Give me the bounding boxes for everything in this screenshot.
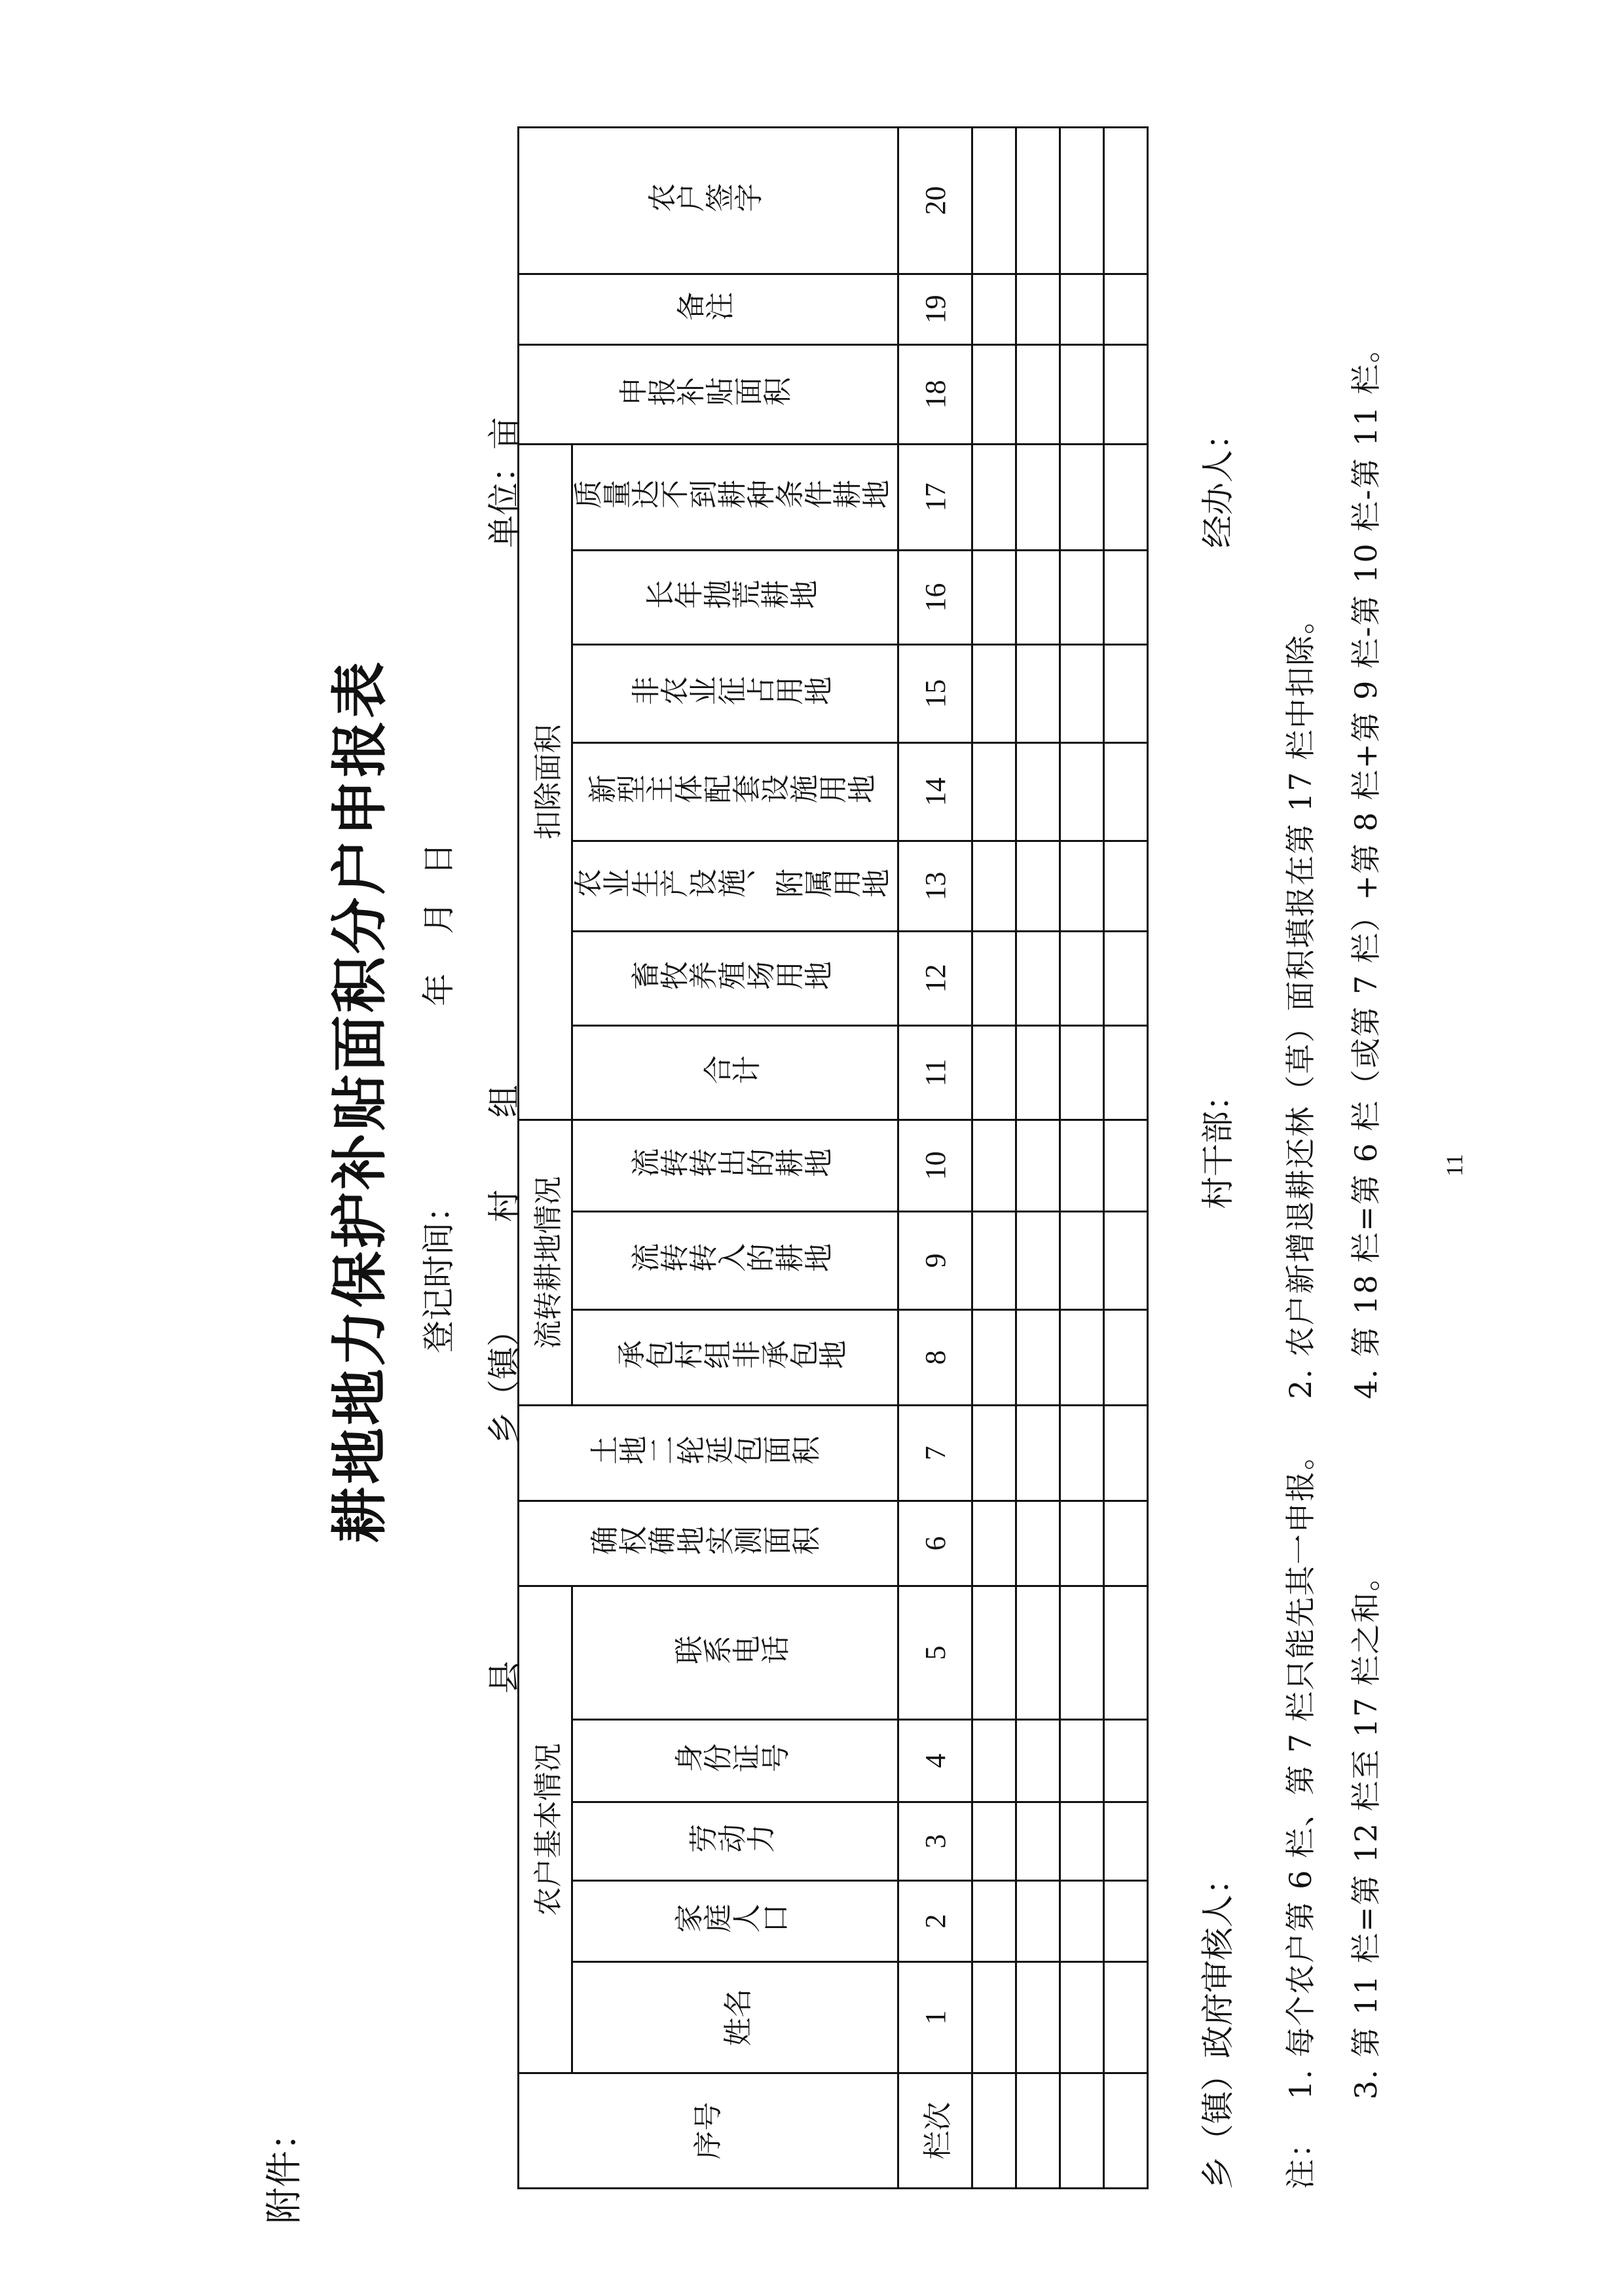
col-nonagri-text: 非农业征占用地 <box>631 676 832 710</box>
blank-cell[interactable] <box>1016 1586 1060 1719</box>
blank-cell[interactable] <box>1104 1501 1148 1586</box>
blank-cell[interactable] <box>1016 1501 1060 1586</box>
col-abandoned-text: 长年抛荒耕地 <box>645 580 818 614</box>
blank-cell[interactable] <box>1104 931 1148 1025</box>
col-livestock-text: 畜牧养殖场用地 <box>631 961 832 995</box>
blank-cell[interactable] <box>1060 1120 1104 1211</box>
township-label: 乡（镇） <box>485 1314 523 1445</box>
col-number: 1 <box>898 1962 972 2073</box>
blank-cell[interactable] <box>1016 1025 1060 1120</box>
blank-cell[interactable] <box>972 550 1016 644</box>
blank-cell[interactable] <box>1016 1211 1060 1309</box>
blank-cell[interactable] <box>972 742 1016 841</box>
col-quality-text: 质量达不到耕种条件耕地 <box>573 480 890 514</box>
seq-header: 序号 <box>519 2073 898 2189</box>
column-number-row <box>898 127 972 2188</box>
blank-cell[interactable] <box>972 1211 1016 1309</box>
registration-year-label: 年 <box>420 974 458 1006</box>
page-title: 耕地地力保护补贴面积分户申报表 <box>327 659 393 1543</box>
col-number: 14 <box>898 742 972 841</box>
col-confirmed-header <box>519 1501 898 1586</box>
col-contract-header <box>572 1309 898 1405</box>
blank-cell[interactable] <box>1060 1962 1104 2073</box>
col-number: 13 <box>898 841 972 931</box>
blank-cell[interactable] <box>972 1802 1016 1881</box>
col-contract-text: 承包村组非承包地 <box>616 1340 847 1374</box>
col-apply-header <box>519 344 898 444</box>
col-number: 20 <box>898 127 972 274</box>
col-livestock-header <box>572 931 898 1025</box>
county-label: 县 <box>485 1661 523 1694</box>
blank-cell[interactable] <box>1060 1586 1104 1719</box>
col-nonagri-header <box>572 644 898 742</box>
col-apply-text: 申报补贴面积 <box>618 377 791 411</box>
blank-cell[interactable] <box>1060 444 1104 550</box>
blank-cell[interactable] <box>1060 1881 1104 1962</box>
blank-cell[interactable] <box>972 644 1016 742</box>
blank-cell[interactable] <box>1016 344 1060 444</box>
subsidy-application-table <box>517 126 1149 2189</box>
blank-cell[interactable] <box>1104 1025 1148 1120</box>
blank-cell[interactable] <box>1060 2073 1104 2189</box>
col-new-entity-header <box>572 742 898 841</box>
col-labor-header <box>572 1802 898 1881</box>
blank-cell[interactable] <box>1104 742 1148 841</box>
blank-cell[interactable] <box>1060 550 1104 644</box>
note-2: 2. 农户新增退耕还林（草）面积填报在第 17 栏中扣除。 <box>1283 602 1318 1399</box>
blank-cell[interactable] <box>1016 2073 1060 2189</box>
blank-cell[interactable] <box>1060 1501 1104 1586</box>
col-number: 19 <box>898 274 972 344</box>
col-name-header: 姓名 <box>572 1962 898 2073</box>
blank-cell[interactable] <box>1104 1120 1148 1211</box>
blank-cell[interactable] <box>972 1881 1016 1962</box>
blank-cell[interactable] <box>1104 444 1148 550</box>
blank-cell[interactable] <box>1060 274 1104 344</box>
col-quality-header <box>572 444 898 550</box>
blank-cell[interactable] <box>1016 1309 1060 1405</box>
col-labor-text: 劳动力 <box>688 1825 775 1858</box>
col-number: 16 <box>898 550 972 644</box>
registration-month-label: 月 <box>420 902 458 934</box>
registration-day-label: 日 <box>420 843 458 875</box>
blank-cell[interactable] <box>972 344 1016 444</box>
col-number: 4 <box>898 1720 972 1802</box>
blank-cell[interactable] <box>972 1309 1016 1405</box>
blank-cell[interactable] <box>1104 841 1148 931</box>
blank-cell[interactable] <box>1060 1211 1104 1309</box>
blank-cell[interactable] <box>972 841 1016 931</box>
col-phone-header <box>572 1586 898 1719</box>
table-row <box>1104 127 1148 2188</box>
blank-cell[interactable] <box>1016 1962 1060 2073</box>
col-number: 3 <box>898 1802 972 1881</box>
blank-cell[interactable] <box>1104 550 1148 644</box>
blank-cell[interactable] <box>972 1405 1016 1501</box>
col-second-round-text: 土地二轮延包面积 <box>589 1436 820 1470</box>
blank-cell[interactable] <box>1060 344 1104 444</box>
table-row <box>1016 127 1060 2188</box>
blank-cell[interactable] <box>1016 841 1060 931</box>
col-number: 17 <box>898 444 972 550</box>
col-family-text: 家庭人口 <box>674 1904 789 1938</box>
blank-cell[interactable] <box>1016 274 1060 344</box>
blank-cell[interactable] <box>972 127 1016 274</box>
unit-label: 单位：亩 <box>485 417 523 548</box>
blank-cell[interactable] <box>972 444 1016 550</box>
blank-cell[interactable] <box>972 931 1016 1025</box>
group-basic-header: 农户基本情况 <box>519 1586 572 2073</box>
blank-cell[interactable] <box>1016 1720 1060 1802</box>
note-1: 1. 每个农户第 6 栏、第 7 栏只能先其一申报。 <box>1283 1438 1318 2100</box>
blank-cell[interactable] <box>1104 1405 1148 1501</box>
blank-cell[interactable] <box>1104 1962 1148 2073</box>
blank-cell[interactable] <box>1104 1720 1148 1802</box>
blank-cell[interactable] <box>1016 644 1060 742</box>
blank-cell[interactable] <box>972 1501 1016 1586</box>
blank-cell[interactable] <box>1060 931 1104 1025</box>
blank-cell[interactable] <box>1060 1405 1104 1501</box>
village-label: 村 <box>485 1190 523 1222</box>
blank-cell[interactable] <box>1016 127 1060 274</box>
blank-cell[interactable] <box>1060 1720 1104 1802</box>
blank-cell[interactable] <box>1060 1802 1104 1881</box>
group-deduct-header: 扣除面积 <box>519 444 572 1120</box>
col-id-text: 身份证号 <box>674 1744 789 1777</box>
col-abandoned-header <box>572 550 898 644</box>
blank-cell[interactable] <box>972 1025 1016 1120</box>
group-label: 组 <box>485 1085 523 1118</box>
col-signature-text: 农户签字 <box>647 183 762 217</box>
blank-cell[interactable] <box>1104 1211 1148 1309</box>
col-number: 10 <box>898 1120 972 1211</box>
blank-cell[interactable] <box>1104 274 1148 344</box>
blank-cell[interactable] <box>1016 550 1060 644</box>
blank-cell[interactable] <box>972 1120 1016 1211</box>
blank-cell[interactable] <box>1104 644 1148 742</box>
blank-cell[interactable] <box>1016 742 1060 841</box>
blank-cell[interactable] <box>1016 1881 1060 1962</box>
col-remark-header <box>519 274 898 344</box>
handler-label: 经办人： <box>1199 417 1237 548</box>
col-total-text: 合计 <box>703 1055 760 1089</box>
col-number: 6 <box>898 1501 972 1586</box>
row-label-cell: 栏次 <box>898 2073 972 2189</box>
col-in-header <box>572 1211 898 1309</box>
blank-cell[interactable] <box>972 1962 1016 2073</box>
col-id-header <box>572 1720 898 1802</box>
col-agri-facility-header <box>572 841 898 931</box>
blank-cell[interactable] <box>972 274 1016 344</box>
col-phone-text: 联系电话 <box>674 1635 789 1669</box>
col-number: 9 <box>898 1211 972 1309</box>
blank-cell[interactable] <box>1104 2073 1148 2189</box>
col-number: 8 <box>898 1309 972 1405</box>
note-3: 3. 第 11 栏=第 12 栏至 17 栏之和。 <box>1348 1559 1384 2100</box>
page-number: 11 <box>1441 1154 1467 1176</box>
blank-cell[interactable] <box>1104 344 1148 444</box>
col-number: 12 <box>898 931 972 1025</box>
col-number: 15 <box>898 644 972 742</box>
township-reviewer-label: 乡（镇）政府审核人： <box>1199 1862 1237 2189</box>
blank-cell[interactable] <box>1104 1309 1148 1405</box>
col-family-header <box>572 1881 898 1962</box>
group-transfer-header: 流转耕地情况 <box>519 1120 572 1405</box>
blank-cell[interactable] <box>972 2073 1016 2189</box>
col-number: 7 <box>898 1405 972 1501</box>
blank-cell[interactable] <box>1104 127 1148 274</box>
blank-cell[interactable] <box>1016 1405 1060 1501</box>
note-4: 4. 第 18 栏=第 6 栏（或第 7 栏）+第 8 栏+第 9 栏-第 10 栏-第 11 栏。 <box>1348 331 1384 1399</box>
col-agri-facility-text: 农业生产设施、附属用地 <box>573 869 890 903</box>
village-cadre-label: 村干部： <box>1199 1078 1237 1209</box>
blank-cell[interactable] <box>1104 1586 1148 1719</box>
notes-prefix: 注： <box>1283 2126 1318 2189</box>
blank-cell[interactable] <box>1060 644 1104 742</box>
blank-cell[interactable] <box>1104 1802 1148 1881</box>
col-signature-header <box>519 127 898 274</box>
blank-cell[interactable] <box>1060 1309 1104 1405</box>
blank-cell[interactable] <box>1016 1120 1060 1211</box>
col-number: 5 <box>898 1586 972 1719</box>
blank-cell[interactable] <box>1060 841 1104 931</box>
blank-cell[interactable] <box>1016 444 1060 550</box>
col-total-header <box>572 1025 898 1120</box>
blank-cell[interactable] <box>1104 1881 1148 1962</box>
blank-cell[interactable] <box>1060 742 1104 841</box>
blank-cell[interactable] <box>1060 1025 1104 1120</box>
col-out-header <box>572 1120 898 1211</box>
blank-cell[interactable] <box>1016 1802 1060 1881</box>
blank-cell[interactable] <box>972 1720 1016 1802</box>
registration-label: 登记时间： <box>420 1190 458 1353</box>
table-row <box>972 127 1016 2188</box>
table-row <box>1060 127 1104 2188</box>
col-confirmed-text: 确权确地实测面积 <box>589 1526 820 1560</box>
col-out-text: 流转转出的耕地 <box>631 1148 832 1182</box>
col-number: 11 <box>898 1025 972 1120</box>
attachment-label: 附件： <box>263 2114 306 2224</box>
blank-cell[interactable] <box>972 1586 1016 1719</box>
col-remark-text: 备注 <box>676 292 733 326</box>
blank-cell[interactable] <box>1016 931 1060 1025</box>
col-number: 2 <box>898 1881 972 1962</box>
col-in-text: 流转转入的耕地 <box>631 1243 832 1277</box>
col-second-round-header <box>519 1405 898 1501</box>
col-number: 18 <box>898 344 972 444</box>
col-new-entity-text: 新型主体配套设施用地 <box>587 774 876 809</box>
blank-cell[interactable] <box>1060 127 1104 274</box>
